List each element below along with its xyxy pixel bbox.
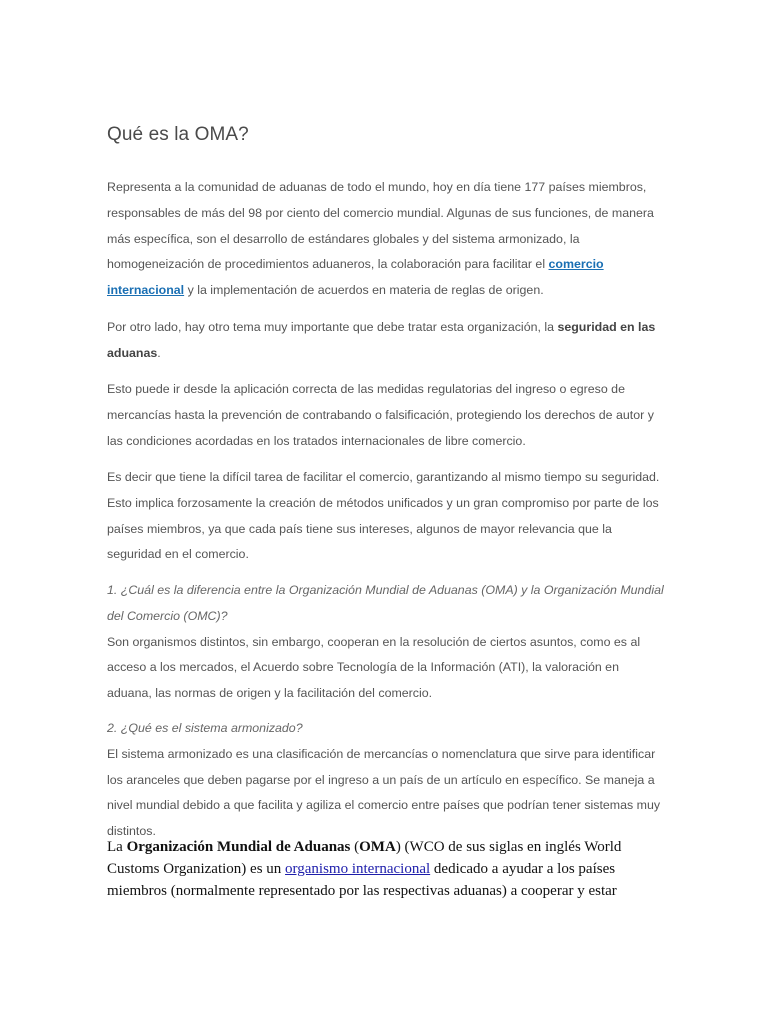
security-paragraph <box>107 315 667 367</box>
intro-paragraph <box>107 175 667 304</box>
paragraph-security-commitment <box>107 465 667 568</box>
faq-item-1 <box>107 578 667 707</box>
wiki-paragraph <box>107 836 647 902</box>
security-text: Por otro lado, hay otro tema muy importante que debe tratar esta organización, la <box>107 320 558 334</box>
wiki-bold-org-name: Organización Mundial de Aduanas <box>126 839 351 855</box>
intro-text-end: y la implementación de acuerdos en materia de reglas de origen. <box>184 283 544 298</box>
security-bold-text: seguridad en las aduanas <box>107 320 656 360</box>
organismo-internacional-link[interactable]: organismo internacional <box>285 861 431 877</box>
wiki-text: La <box>107 839 127 855</box>
security-text-end: . <box>157 345 161 360</box>
wiki-text: ( <box>350 839 360 855</box>
wiki-bold-acronym: OMA <box>359 839 396 855</box>
paragraph-security-commitment-text: Es decir que tiene la difícil tarea de facilitar el comercio, garantizando al mismo tiempo su seguridad. Esto implica forzosamente la creación de métodos unificados y un gran compromiso por parte de los países miembros, ya que cada país tiene sus intereses, algunos de mayor relevancia que la seguridad en el comercio. <box>107 470 660 562</box>
wiki-text: dedicado a ayudar a los países miembros (normalmente representado por las respectivas aduanas) a cooperar y estar <box>107 861 617 899</box>
faq-answer-2: El sistema armonizado es una clasificación de mercancías o nomenclatura que sirve para identificar los aranceles que deben pagarse por el ingreso a un país de un artículo en específico. Se maneja a nivel mundial debido a que facilita y agiliza el comercio entre países que podrían tener sistemas muy distintos. <box>107 746 661 839</box>
faq-answer-1: Son organismos distintos, sin embargo, cooperan en la resolución de ciertos asuntos, como es al acceso a los mercados, el Acuerdo sobre Tecnología de la Información (ATI), la valoración en aduana, las normas de origen y la facilitación del comercio. <box>107 634 641 701</box>
faq-question-1: 1. ¿Cuál es la diferencia entre la Organización Mundial de Aduanas (OMA) y la Organización Mundial del Comercio (OMC)? <box>107 583 664 623</box>
wiki-text: ) (WCO de sus siglas en inglés World Customs Organization) es un <box>107 839 622 877</box>
comercio-internacional-link[interactable]: comercio internacional <box>107 257 604 298</box>
page-title: Qué es la OMA? <box>107 124 249 145</box>
faq-item-2 <box>107 716 667 845</box>
intro-text: Representa a la comunidad de aduanas de todo el mundo, hoy en día tiene 177 países miembros, responsables de más del 98 por ciento del comercio mundial. Algunas de sus funciones, de manera más específica, son el desarrollo de estándares globales y del sistema armonizado, la homogeneización de procedimientos aduaneros, la colaboración para facilitar el <box>107 180 654 272</box>
paragraph-regulation-text: Esto puede ir desde la aplicación correcta de las medidas regulatorias del ingreso o egreso de mercancías hasta la prevención de contrabando o falsificación, protegiendo los derechos de autor y las condiciones acordadas en los tratados internacionales de libre comercio. <box>107 382 654 448</box>
faq-question-2: 2. ¿Qué es el sistema armonizado? <box>107 721 303 735</box>
paragraph-regulation <box>107 377 667 454</box>
